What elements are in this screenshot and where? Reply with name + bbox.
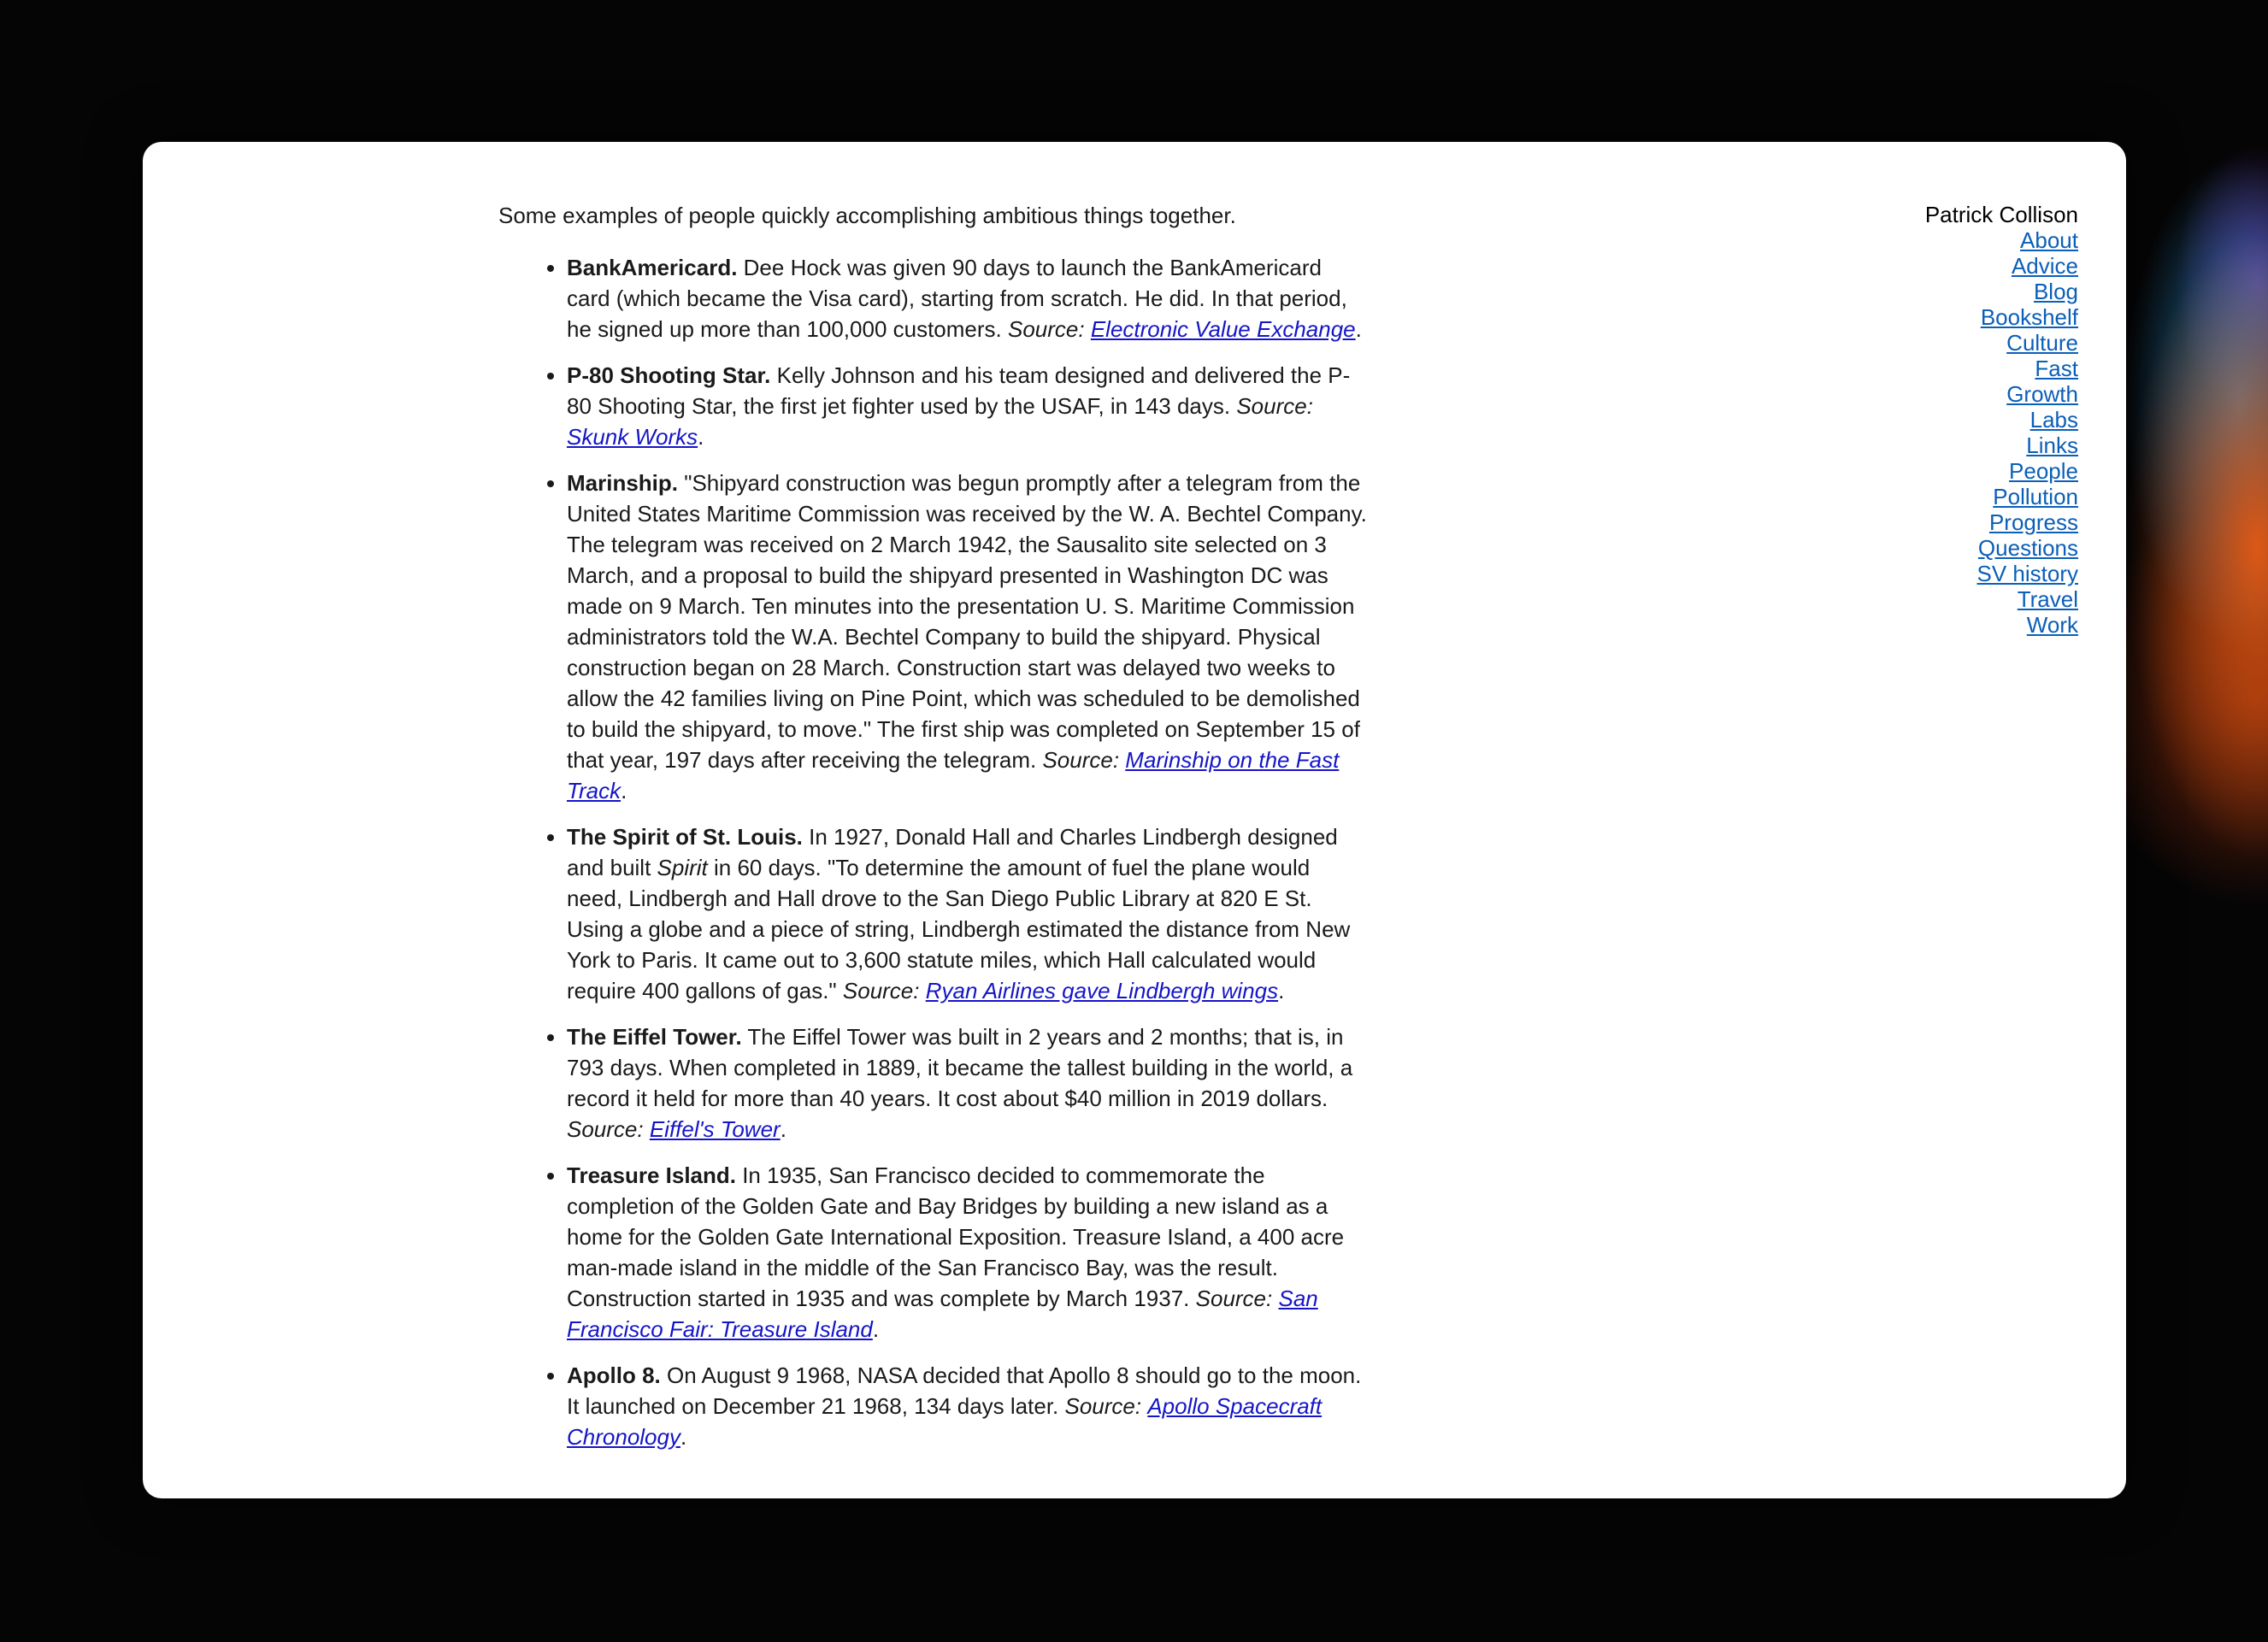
source-link[interactable]: Marinship on the Fast Track [567,747,1340,803]
nav-link-bookshelf[interactable]: Bookshelf [1980,304,2078,330]
item-end: . [780,1116,786,1142]
list-item-bankamericard [567,252,1370,344]
nav-link-fast[interactable]: Fast [2035,356,2078,381]
examples-list [498,252,1370,1452]
nav-link-questions[interactable]: Questions [1977,535,2078,561]
nav-link-travel[interactable]: Travel [2017,586,2078,612]
item-title: Marinship. [567,470,679,496]
source-link[interactable]: Ryan Airlines gave Lindbergh wings [925,978,1279,1003]
list-item-apollo-8 [567,1360,1370,1452]
source-link[interactable]: Electronic Value Exchange [1090,316,1356,342]
item-end: . [680,1424,687,1450]
list-item-eiffel-tower [567,1021,1370,1145]
site-owner-name: Patrick Collison [1924,202,2078,227]
list-item-p80 [567,360,1370,452]
source-label: Source: [1236,393,1313,419]
item-end: . [1278,978,1285,1003]
source-label: Source: [1064,1393,1142,1419]
item-end: . [1355,316,1362,342]
item-italic: Spirit [657,855,708,880]
item-end: . [621,778,627,803]
list-item-marinship [567,468,1370,806]
item-end: . [872,1316,880,1342]
item-text: "Shipyard construction was begun promptly after a telegram from the United States Maritime Commission was received by the W. A. Bechtel Company. The telegram was received on 2 March 1942, the Sausalito site selected on 3 March, and a proposal to build the shipyard presented in Washington DC was made on 9 March. Ten minutes into the presentation U. S. Maritime Commission administrators told the W.A. Bechtel Company to build the shipyard. Physical construction began on 28 March. Construction start was delayed two weeks to allow the 42 families living on Pine Point, which was scheduled to be demolished to build the shipyard, to move." The first ship was completed on September 15 of that year, 197 days after receiving the telegram. [567,470,1367,773]
sidebar-nav [1925,202,2078,638]
item-text: In 1935, San Francisco decided to commemorate the completion of the Golden Gate and Bay Bridges by building a new island as a home for the Golden Gate International Exposition. Treasure Island, a 400 acre man-made island in the middle of the San Francisco Bay, was the result. Construction started in 1935 and was complete by March 1937. [567,1162,1345,1311]
intro-text: Some examples of people quickly accomplishing ambitious things together. [498,203,1236,228]
item-title: The Eiffel Tower. [567,1024,742,1050]
source-label: Source: [1195,1286,1273,1311]
item-title: BankAmericard. [567,255,738,280]
list-item-treasure-island [567,1160,1370,1345]
browser-page [143,142,2126,1498]
item-end: . [698,424,704,450]
main-content [498,200,1370,1468]
item-title: P-80 Shooting Star. [567,362,771,388]
source-label: Source: [1008,316,1085,342]
item-text: Dee Hock was given 90 days to launch the BankAmericard card (which became the Visa card), starting from scratch. He did. In that period, he signed up more than 100,000 customers. [567,255,1347,342]
item-title: Apollo 8. [567,1362,661,1388]
nav-link-work[interactable]: Work [2026,612,2078,638]
item-text: in 60 days. "To determine the amount of fuel the plane would need, Lindbergh and Hall drove to the San Diego Public Library at 820 E St. Using a globe and a piece of string, Lindbergh estimated the distance from New York to Paris. It came out to 3,600 statute miles, which Hall calculated would require 400 gallons of gas." [567,855,1351,1003]
source-link[interactable]: Apollo Spacecraft Chronology [567,1393,1323,1450]
item-title: The Spirit of St. Louis. [567,824,803,850]
item-text: On August 9 1968, NASA decided that Apollo 8 should go to the moon. It launched on December 21 1968, 134 days later. [567,1362,1362,1419]
source-label: Source: [842,978,920,1003]
nav-link-sv-history[interactable]: SV history [1976,561,2078,586]
nav-link-links[interactable]: Links [2026,433,2078,458]
source-label: Source: [567,1116,644,1142]
nav-link-people[interactable]: People [2009,458,2078,484]
list-item-spirit-of-st-louis [567,821,1370,1006]
nav-link-labs[interactable]: Labs [2029,407,2078,433]
source-link[interactable]: Eiffel's Tower [649,1116,781,1142]
nav-link-growth[interactable]: Growth [2006,381,2078,407]
source-link[interactable]: San Francisco Fair: Treasure Island [567,1286,1318,1342]
item-title: Treasure Island. [567,1162,736,1188]
nav-link-culture[interactable]: Culture [2006,330,2078,356]
nav-link-progress[interactable]: Progress [1988,509,2078,535]
nav-link-about[interactable]: About [2020,227,2078,253]
source-label: Source: [1042,747,1120,773]
item-text: The Eiffel Tower was built in 2 years and 2 months; that is, in 793 days. When completed in 1889, it became the tallest building in the world, a record it held for more than 40 years. It cost about $40 million in 2019 dollars. [567,1024,1353,1111]
nav-link-advice[interactable]: Advice [2011,253,2078,279]
item-text: Kelly Johnson and his team designed and delivered the P-80 Shooting Star, the first jet fighter used by the USAF, in 143 days. [567,362,1351,419]
source-link[interactable]: Skunk Works [567,424,698,450]
item-text-before: In 1927, Donald Hall and Charles Lindbergh designed and built [567,824,1338,880]
nav-link-pollution[interactable]: Pollution [1993,484,2078,509]
nav-link-blog[interactable]: Blog [2033,279,2078,304]
